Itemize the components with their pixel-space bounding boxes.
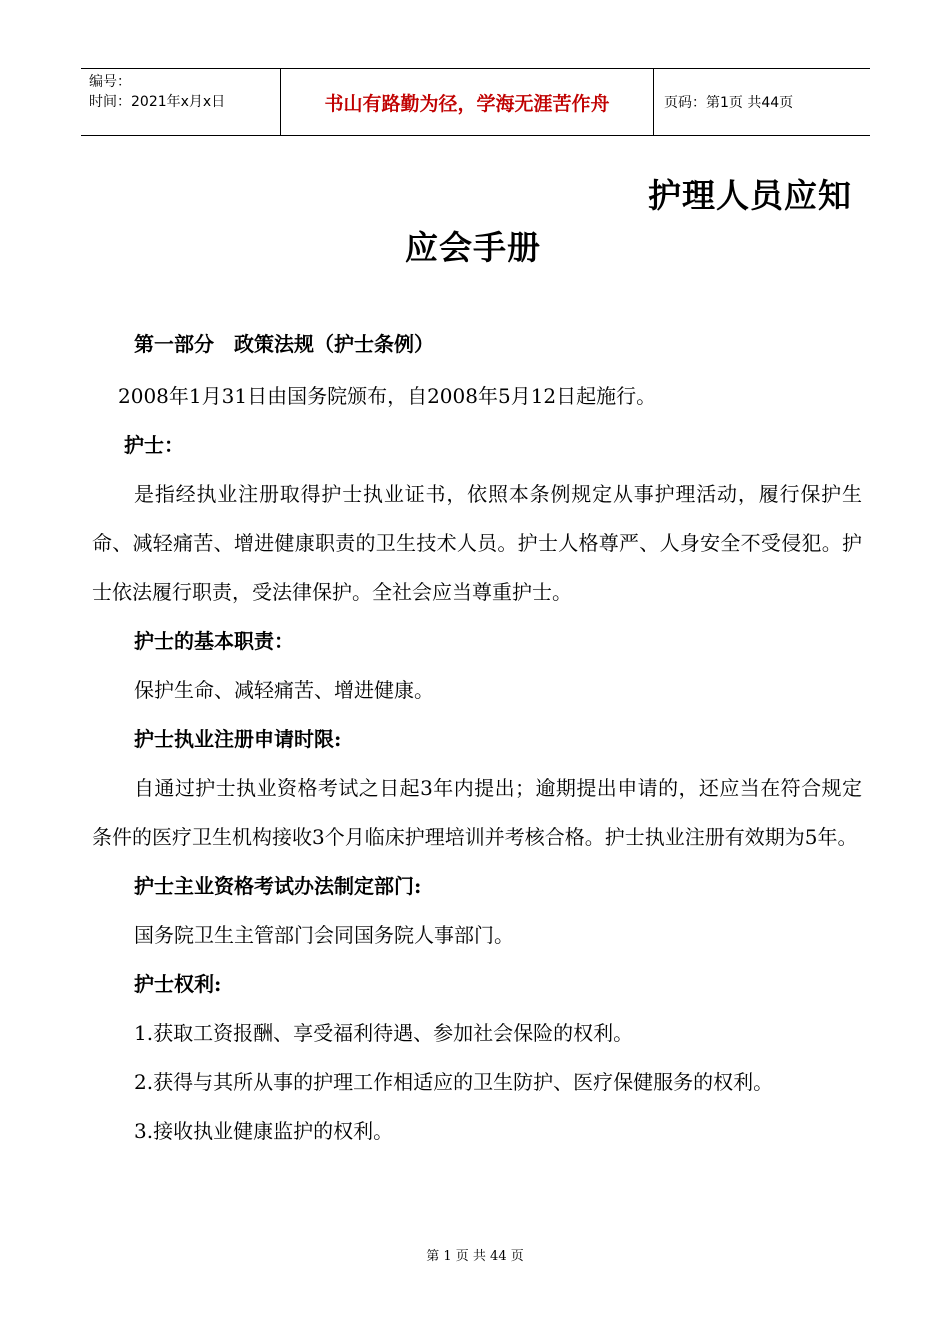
rights-heading: 护士权利: xyxy=(134,972,222,996)
page-header xyxy=(81,68,870,136)
nurse-definition: 是指经执业注册取得护士执业证书，依照本条例规定从事护理活动，履行保护生命、减轻痛苦、增进健康职责的卫生技术人员。护士人格尊严、人身安全不受侵犯。护士依法履行职责，受法律保护。全社会应当尊重护士。 xyxy=(92,482,862,604)
exam-text: 国务院卫生主管部门会同国务院人事部门。 xyxy=(134,923,514,947)
header-motto: 书山有路勤为径，学海无涯苦作舟 xyxy=(281,69,654,135)
time-label: 时间：2021年x月x日 xyxy=(89,94,226,110)
decree-text: 2008年1月31日由国务院颁布，自2008年5月12日起施行。 xyxy=(118,384,657,408)
page-footer: 第 1 页 共 44 页 xyxy=(426,1249,524,1264)
document-title-line2: 应会手册 xyxy=(405,228,541,267)
number-label: 编号： xyxy=(89,74,131,90)
exam-heading: 护士主业资格考试办法制定部门: xyxy=(134,874,422,898)
registration-text: 自通过护士执业资格考试之日起3年内提出；逾期提出申请的，还应当在符合规定条件的医疗卫生机构接收3个月临床护理培训并考核合格。护士执业注册有效期为5年。 xyxy=(92,776,862,849)
duty-heading: 护士的基本职责： xyxy=(134,629,294,653)
section-heading-part1: 第一部分 政策法规（护士条例） xyxy=(134,332,434,356)
registration-heading: 护士执业注册申请时限: xyxy=(134,727,342,751)
rights-item-2: 2.获得与其所从事的护理工作相适应的卫生防护、医疗保健服务的权利。 xyxy=(134,1070,774,1094)
header-meta xyxy=(81,69,281,135)
header-page-info: 页码：第1页 共44页 xyxy=(664,95,794,111)
document-body xyxy=(92,320,862,1156)
rights-item-1: 1.获取工资报酬、享受福利待遇、参加社会保险的权利。 xyxy=(134,1021,634,1045)
document-title-line1: 护理人员应知 xyxy=(648,176,852,215)
nurse-heading: 护士： xyxy=(124,433,184,457)
rights-item-3: 3.接收执业健康监护的权利。 xyxy=(134,1119,394,1143)
duty-text: 保护生命、减轻痛苦、增进健康。 xyxy=(134,678,434,702)
